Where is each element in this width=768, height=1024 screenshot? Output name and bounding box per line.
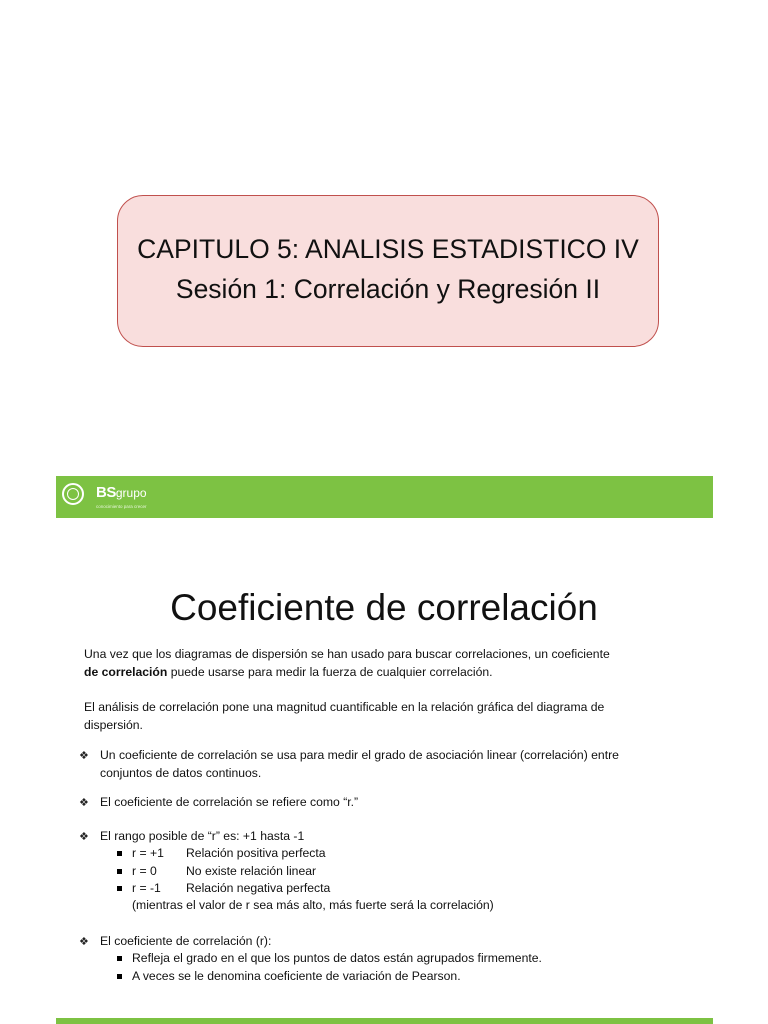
bullet-1-line-1: Un coeficiente de correlación se usa para medir el grado de asociación linear (correlación) entre — [100, 748, 619, 762]
square-bullet-icon — [117, 869, 122, 874]
bullet-1-line-2: conjuntos de datos continuos. — [100, 765, 262, 780]
analysis-line-1: El análisis de correlación pone una magnitud cuantificable en la relación gráfica del diagrama de — [84, 700, 605, 714]
r-description: Relación positiva perfecta — [186, 846, 326, 860]
intro-line-1: Una vez que los diagramas de dispersión se han usado para buscar correlaciones, un coeficiente — [84, 647, 610, 661]
chapter-title-box — [117, 195, 659, 347]
diamond-bullet-icon: ❖ — [79, 750, 89, 762]
square-bullet-icon — [117, 974, 122, 979]
r-description: Relación negativa perfecta — [186, 881, 331, 895]
analysis-paragraph — [84, 699, 684, 734]
logo-grupo: grupo — [115, 486, 147, 500]
session-title: Sesión 1: Correlación y Regresión II — [175, 274, 601, 304]
slide-title: Coeficiente de correlación — [170, 587, 598, 628]
r-property: Refleja el grado en el que los puntos de datos están agrupados firmemente. — [132, 951, 542, 965]
header-banner — [56, 476, 713, 518]
r-value: r = +1 — [132, 846, 164, 860]
intro-paragraph — [84, 646, 684, 681]
analysis-line-2: dispersión. — [84, 717, 143, 732]
logo-tagline: conocimiento para crecer — [96, 504, 147, 509]
r-description: No existe relación linear — [186, 864, 317, 878]
r-value: r = -1 — [132, 881, 161, 895]
r-value: r = 0 — [132, 864, 157, 878]
diamond-bullet-icon: ❖ — [79, 797, 89, 809]
intro-line-2-rest: puede usarse para medir la fuerza de cualquier correlación. — [167, 664, 493, 679]
square-bullet-icon — [117, 851, 122, 856]
logo-inner-ring-icon — [67, 488, 79, 500]
square-bullet-icon — [117, 886, 122, 891]
r-property: A veces se le denomina coeficiente de variación de Pearson. — [132, 969, 461, 983]
square-bullet-icon — [117, 956, 122, 961]
diamond-bullet-icon: ❖ — [79, 831, 89, 843]
bullet-3: El rango posible de “r” es: +1 hasta -1 — [100, 829, 305, 843]
intro-bold-term: de correlación — [84, 664, 168, 679]
bullet-2: El coeficiente de correlación se refiere como “r.” — [100, 795, 359, 809]
intro-line-2 — [84, 664, 684, 682]
r-note: (mientras el valor de r sea más alto, más fuerte será la correlación) — [132, 898, 494, 912]
next-slide-banner — [56, 1018, 713, 1024]
bullet-4: El coeficiente de correlación (r): — [100, 934, 272, 948]
logo-bs: BS — [96, 484, 116, 501]
bullet-1 — [100, 747, 700, 782]
logo-wordmark — [96, 484, 147, 501]
diamond-bullet-icon: ❖ — [79, 936, 89, 948]
chapter-title: CAPITULO 5: ANALISIS ESTADISTICO IV — [137, 234, 639, 264]
